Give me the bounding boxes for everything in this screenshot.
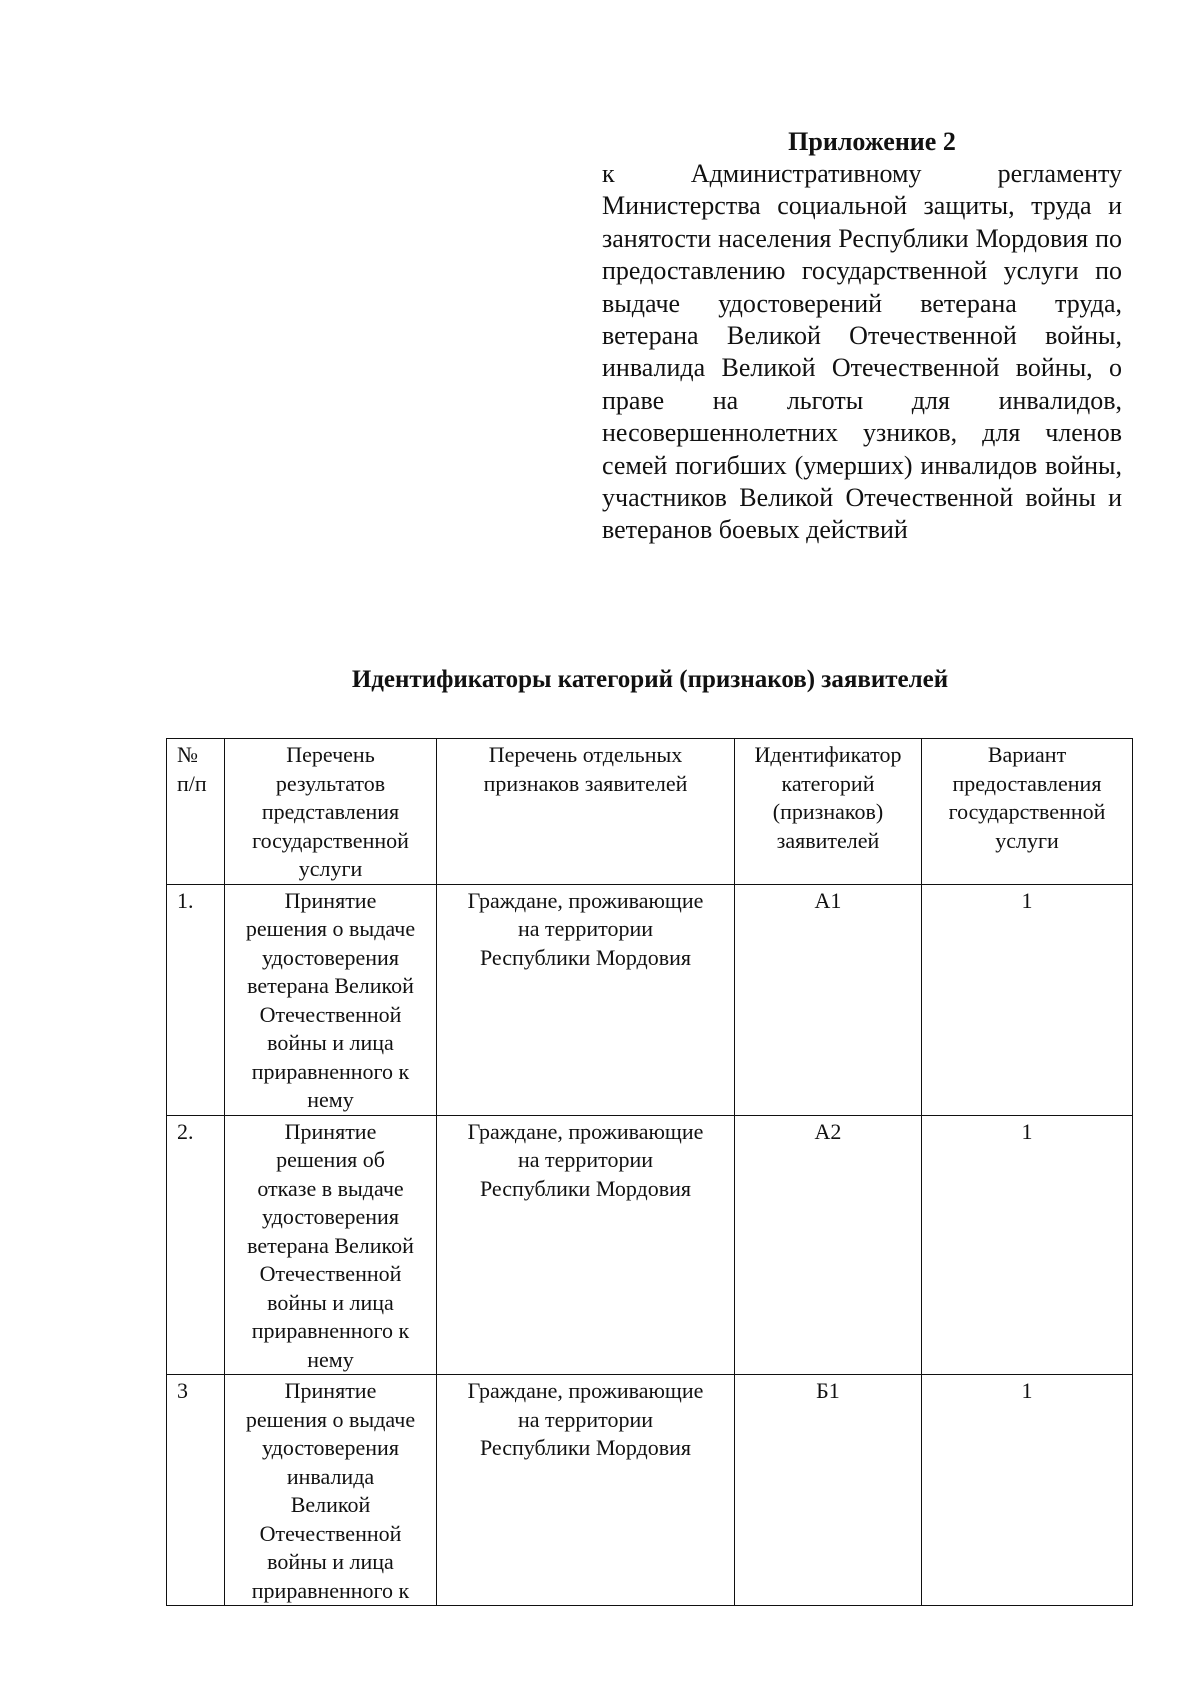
- table-row: [167, 1115, 1133, 1375]
- header-features: Перечень отдельных признаков заявителей: [437, 739, 735, 885]
- table-row: [167, 1375, 1133, 1606]
- appendix-block: [602, 126, 1122, 547]
- cell-result: Принятие решения об отказе в выдаче удостоверения ветерана Великой Отечественной войны и лица приравненного к нему: [225, 1115, 437, 1375]
- cell-identifier: Б1: [735, 1375, 922, 1606]
- cell-num: 3: [167, 1375, 225, 1606]
- table-header-row: [167, 739, 1133, 885]
- appendix-text: к Административному регламенту Министерства социальной защиты, труда и занятости населения Республики Мордовия по предоставлению государственной услуги по выдаче удостоверений ветерана труда, ветерана Великой Отечественной войны, инвалида Великой Отечественной войны, о праве на льготы для инвалидов, несовершеннолетних узников, для членов семей погибших (умерших) инвалидов войны, участников Великой Отечественной войны и ветеранов боевых действий: [602, 159, 1122, 545]
- cell-result: Принятие решения о выдаче удостоверения ветерана Великой Отечественной войны и лица приравненного к нему: [225, 884, 437, 1115]
- cell-result: Принятие решения о выдаче удостоверения инвалида Великой Отечественной войны и лица приравненного к: [225, 1375, 437, 1606]
- cell-num: 1.: [167, 884, 225, 1115]
- cell-features: Граждане, проживающие на территории Республики Мордовия: [437, 884, 735, 1115]
- table-row: [167, 884, 1133, 1115]
- identifiers-table: [166, 738, 1133, 1606]
- document-heading: Идентификаторы категорий (признаков) заявителей: [351, 666, 949, 693]
- cell-identifier: А1: [735, 884, 922, 1115]
- cell-variant: 1: [922, 1375, 1133, 1606]
- header-results: Перечень результатов представления государственной услуги: [225, 739, 437, 885]
- cell-features: Граждане, проживающие на территории Республики Мордовия: [437, 1375, 735, 1606]
- cell-features: Граждане, проживающие на территории Республики Мордовия: [437, 1115, 735, 1375]
- cell-variant: 1: [922, 884, 1133, 1115]
- header-identifier: Идентификатор категорий (признаков) заявителей: [735, 739, 922, 885]
- cell-identifier: А2: [735, 1115, 922, 1375]
- header-variant: Вариант предоставления государственной услуги: [922, 739, 1133, 885]
- cell-variant: 1: [922, 1115, 1133, 1375]
- header-num: № п/п: [167, 739, 225, 885]
- appendix-title: Приложение 2: [788, 127, 956, 156]
- cell-num: 2.: [167, 1115, 225, 1375]
